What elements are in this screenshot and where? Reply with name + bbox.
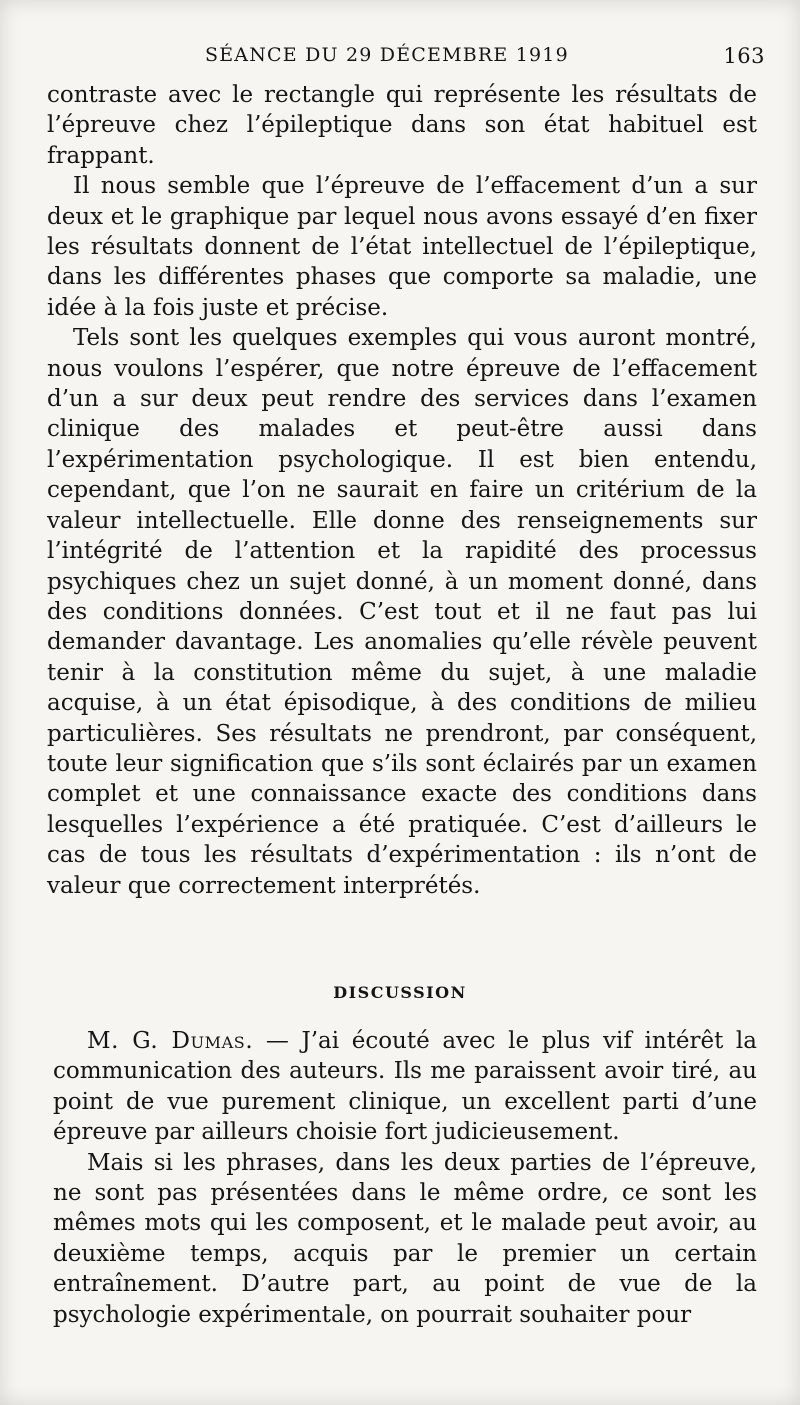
discussion-heading: DISCUSSION <box>333 983 467 1002</box>
running-title: SÉANCE DU 29 DÉCEMBRE 1919 <box>205 44 569 66</box>
running-header <box>205 44 765 74</box>
page-number: 163 <box>723 44 765 68</box>
paragraph-effacement: Il nous semble que l’épreuve de l’effacement d’un a sur deux et le graphique par lequel nous avons essayé d’en fixer les résultats donnent de l’état intellectuel de l’épileptique, dans les différentes phases que comporte sa maladie, une idée à la fois juste et précise. <box>47 173 757 321</box>
main-text <box>47 80 757 901</box>
discussion-paragraph-1-text: J’ai écouté avec le plus vif intérêt la communication des auteurs. Ils me paraissent avoir tiré, au point de vue purement clinique, un excellent parti d’une épreuve par ailleurs choisie fort judicieusement. <box>53 1028 758 1146</box>
dash: — <box>253 1028 302 1054</box>
discussion-paragraph-2: Mais si les phrases, dans les deux parties de l’épreuve, ne sont pas présentées dans le même ordre, ce sont les mêmes mots qui les composent, et le malade peut avoir, au deuxième temps, acquis par le premier un certain entraînement. D’autre part, au point de vue de la psychologie expérimentale, on pourrait souhaiter pour <box>53 1149 757 1328</box>
paragraph-examples: Tels sont les quelques exemples qui vous auront montré, nous voulons l’espérer, que notre épreuve de l’effacement d’un a sur deux peut rendre des services dans l’examen clinique des malades et peut-être aussi dans l’expérimentation psychologique. Il est bien entendu, cependant, que l’on ne saurait en faire un critérium de la valeur intellectuelle. Elle donne des renseignements sur l’intégrité de l’attention et la rapidité des processus psychiques chez un sujet donné, à un moment donné, dans des conditions données. C’est tout et il ne faut pas lui demander davantage. Les anomalies qu’elle révèle peuvent tenir à la constitution même du sujet, à une maladie acquise, à un état épisodique, à des conditions de milieu particulières. Ses résultats ne prendront, par conséquent, toute leur signification que s’ils sont éclairés par un examen complet et une connaissance exacte des conditions dans lesquelles l’expérience a été pratiquée. C’est d’ailleurs le cas de tous les résultats d’expérimentation : ils n’ont de valeur que correctement interprétés. <box>47 325 757 899</box>
paragraph-continuation: contraste avec le rectangle qui représente les résultats de l’épreuve chez l’épileptique dans son état habituel est frappant. <box>47 82 757 169</box>
speaker-name: M. G. Dumas. <box>87 1028 254 1054</box>
discussion-text <box>53 1026 757 1330</box>
discussion-paragraph-1 <box>53 1026 757 1148</box>
